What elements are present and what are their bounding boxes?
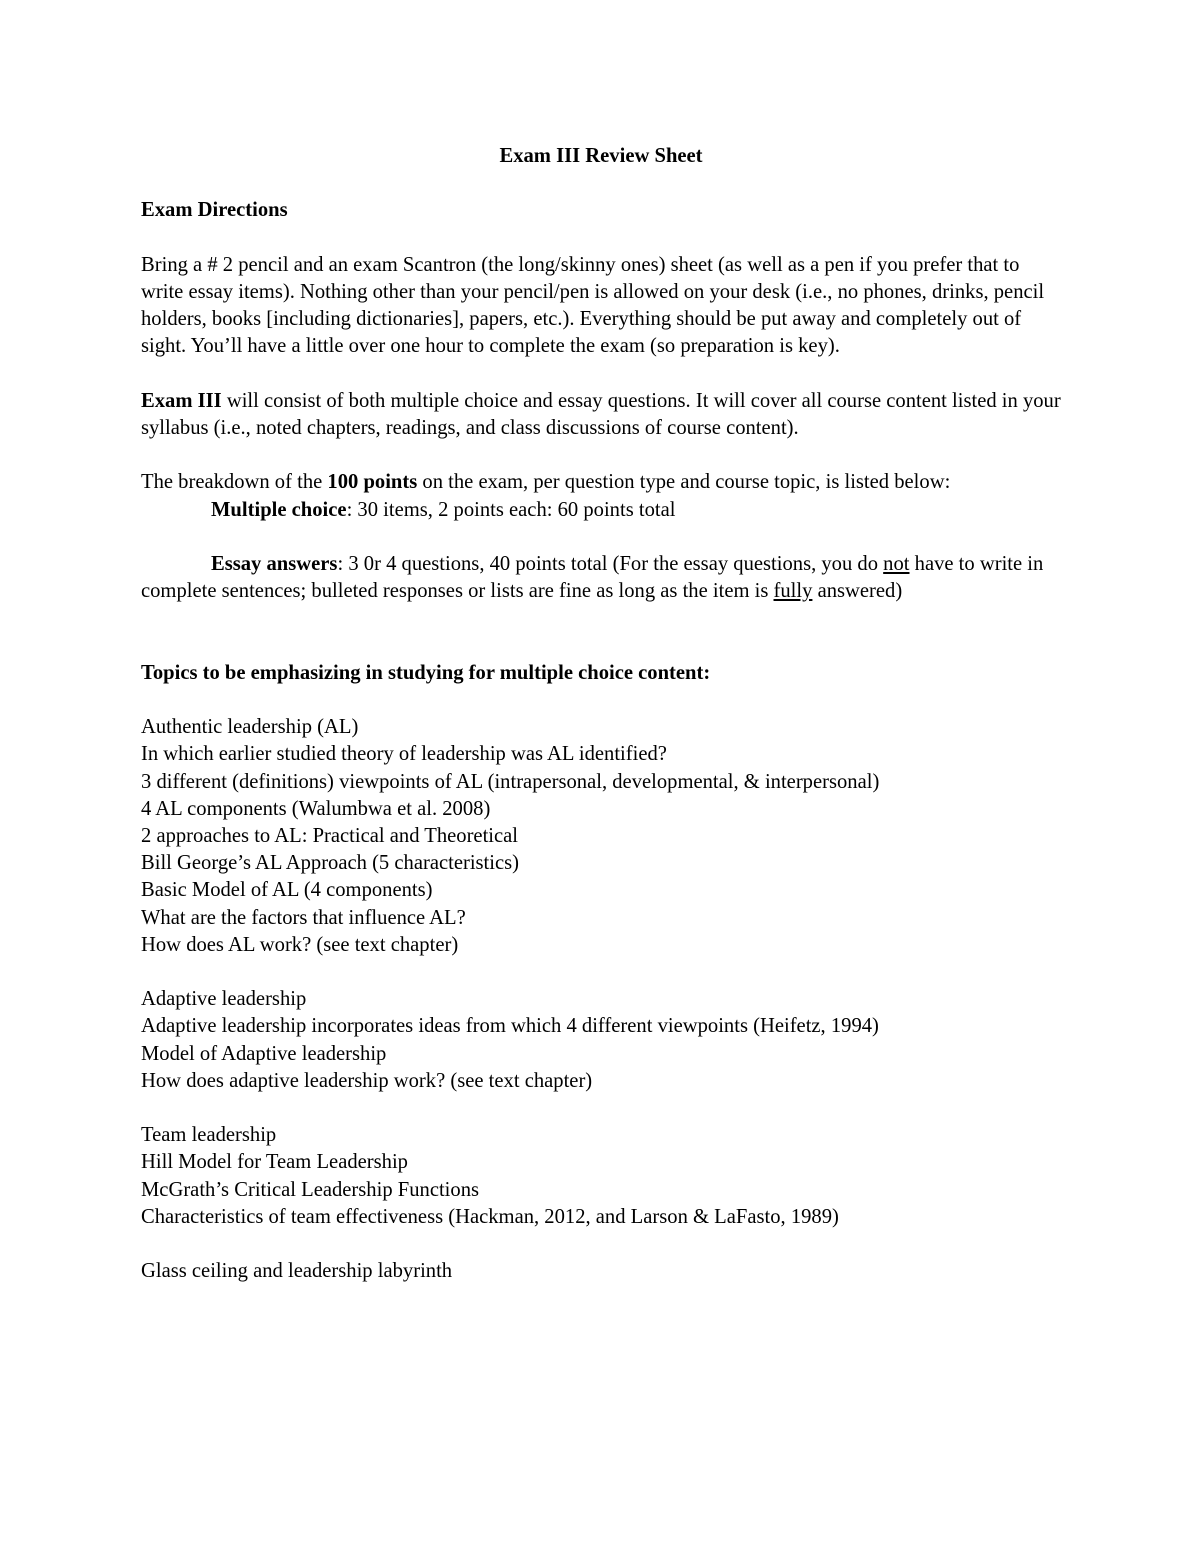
topic-line: Basic Model of AL (4 components) — [141, 879, 433, 902]
topic-line: How does adaptive leadership work? (see text chapter) — [141, 1069, 593, 1092]
exam-content-paragraph — [141, 388, 1061, 442]
topic-line: Authentic leadership (AL) — [141, 716, 359, 739]
essay-text-c: answered) — [812, 580, 903, 603]
total-points-bold: 100 points — [327, 471, 418, 494]
topic-group-authentic — [141, 714, 1061, 959]
points-breakdown-paragraph — [141, 469, 1061, 496]
topic-group-glass-ceiling — [141, 1258, 1061, 1285]
essay-text-b: have to write in complete sentences; bulleted responses or lists are fine as long as the item is — [141, 552, 1044, 603]
topic-line: Bill George’s AL Approach (5 characteristics) — [141, 852, 520, 875]
topic-line: How does AL work? (see text chapter) — [141, 933, 459, 956]
topic-line: Model of Adaptive leadership — [141, 1042, 387, 1065]
essay-not-underlined: not — [883, 552, 910, 575]
multiple-choice-label: Multiple choice — [211, 498, 347, 521]
exam-content-text: will consist of both multiple choice and essay questions. It will cover all course content listed in your syllabus (i.e., noted chapters, readings, and class discussions of course content). — [141, 389, 1061, 439]
multiple-choice-line — [141, 497, 1061, 524]
document-content — [141, 143, 1061, 1313]
topic-line: 2 approaches to AL: Practical and Theoretical — [141, 824, 519, 847]
topic-group-adaptive — [141, 986, 1061, 1095]
essay-text-a: : 3 0r 4 questions, 40 points total (For the essay questions, you do — [337, 552, 884, 575]
essay-paragraph — [141, 551, 1061, 605]
topic-line: Glass ceiling and leadership labyrinth — [141, 1260, 453, 1283]
topic-line: McGrath’s Critical Leadership Functions — [141, 1178, 480, 1201]
breakdown-text-after: on the exam, per question type and course topic, is listed below: — [417, 471, 951, 494]
essay-label: Essay answers — [211, 552, 338, 575]
multiple-choice-text: : 30 items, 2 points each: 60 points total — [346, 498, 676, 521]
topic-line: Adaptive leadership — [141, 988, 307, 1011]
topic-line: Adaptive leadership incorporates ideas from which 4 different viewpoints (Heifetz, 1994) — [141, 1015, 879, 1038]
page-title: Exam III Review Sheet — [499, 145, 703, 167]
topic-line: In which earlier studied theory of leadership was AL identified? — [141, 743, 667, 766]
topic-line: 4 AL components (Walumbwa et al. 2008) — [141, 797, 491, 820]
exam-name-bold: Exam III — [141, 389, 222, 412]
topic-line: 3 different (definitions) viewpoints of AL (intrapersonal, developmental, & interpersonal) — [141, 770, 880, 793]
topic-line: Characteristics of team effectiveness (Hackman, 2012, and Larson & LaFasto, 1989) — [141, 1205, 839, 1228]
topic-group-team — [141, 1122, 1061, 1231]
directions-paragraph: Bring a # 2 pencil and an exam Scantron (the long/skinny ones) sheet (as well as a pen if you prefer that to write essay items). Nothing other than your pencil/pen is allowed on your desk (i.e., no phones, drinks, pencil holders, books [including dictionaries], papers, etc.). Everything should be put away and completely out of sight. You’ll have a little over one hour to complete the exam (so preparation is key). — [141, 253, 1045, 358]
topic-line: Hill Model for Team Leadership — [141, 1151, 408, 1174]
topic-line: What are the factors that influence AL? — [141, 906, 466, 929]
topics-heading: Topics to be emphasizing in studying for multiple choice content: — [141, 661, 711, 684]
breakdown-text-before: The breakdown of the — [141, 471, 328, 494]
essay-fully-underlined: fully — [773, 580, 813, 603]
topic-line: Team leadership — [141, 1124, 277, 1147]
directions-heading: Exam Directions — [141, 199, 288, 222]
